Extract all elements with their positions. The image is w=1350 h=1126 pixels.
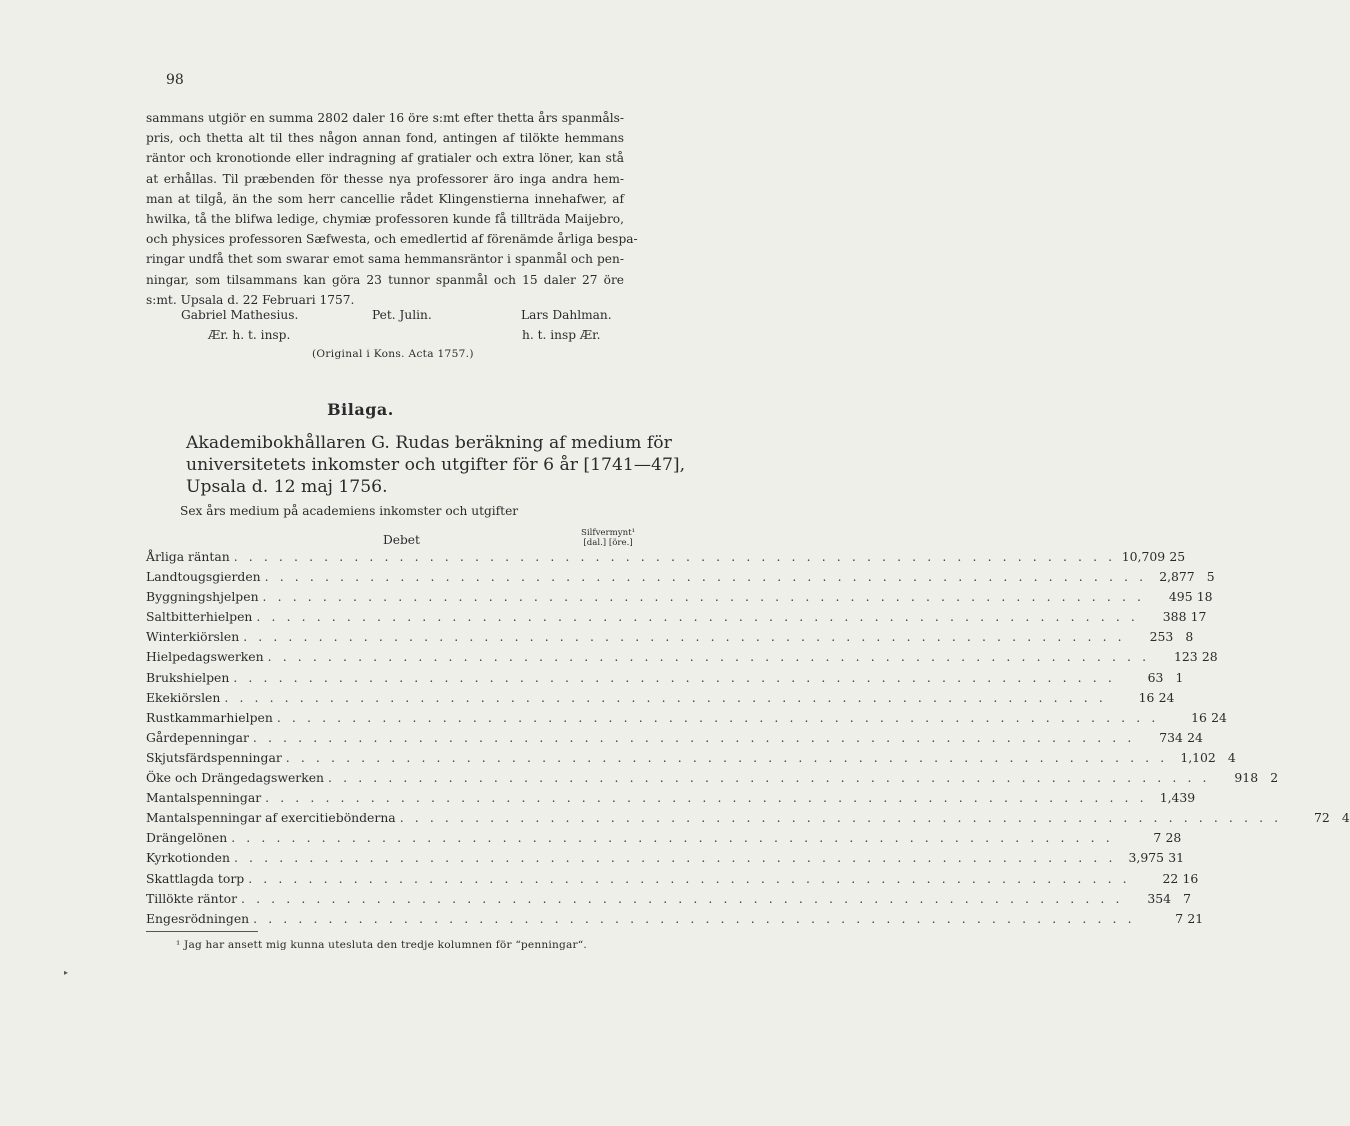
row-amount <box>1168 750 1236 765</box>
row-amount <box>1125 629 1193 644</box>
row-ore: 8 <box>1185 629 1194 645</box>
row-dot-leader: . . . . . . . . . . . . . . . . . . . . . . . . . . . . . . . . . . . . . . . . . . . . . . . . . . . . . . . . . . . <box>233 850 1117 866</box>
row-ore: 31 <box>1168 850 1185 866</box>
row-daler: 253 <box>1149 629 1174 645</box>
row-label: Skattlagda torp <box>146 870 245 886</box>
table-row <box>146 569 1215 589</box>
signature-julin-name: Pet. Julin. <box>372 308 432 322</box>
paragraph-line: och physices professoren Sæfwesta, och emedlertid af förenämde årliga bespa- <box>146 232 638 247</box>
row-daler: 2,877 <box>1159 569 1195 585</box>
table-row <box>146 830 1182 850</box>
table-row <box>146 709 1227 730</box>
row-daler: 354 <box>1147 890 1172 906</box>
row-amount <box>1145 589 1213 604</box>
row-amount <box>1116 549 1185 564</box>
paragraph-line: sammans utgiör en summa 2802 daler 16 öre s:mt efter thetta års spanmåls- <box>146 111 624 125</box>
row-dot-leader: . . . . . . . . . . . . . . . . . . . . . . . . . . . . . . . . . . . . . . . . . . . . . . . . . . . . . . . . . . . <box>265 790 1148 806</box>
body-paragraph <box>146 108 638 310</box>
row-dot-leader: . . . . . . . . . . . . . . . . . . . . . . . . . . . . . . . . . . . . . . . . . . . . . . . . . . . . . . . . . . . <box>256 609 1139 625</box>
row-ore: 2 <box>1270 770 1279 786</box>
row-dot-leader: . . . . . . . . . . . . . . . . . . . . . . . . . . . . . . . . . . . . . . . . . . . . . . . . . . . . . . . . . . . <box>231 830 1114 846</box>
currency-unit-line: Silfvermynt¹ <box>581 528 636 538</box>
row-amount <box>1159 710 1227 725</box>
row-ore: 16 <box>1182 870 1199 886</box>
table-row <box>146 629 1194 649</box>
row-label: Hielpedagswerken <box>146 649 264 665</box>
row-dot-leader: . . . . . . . . . . . . . . . . . . . . . . . . . . . . . . . . . . . . . . . . . . . . . . . . . . . . . . . . . . . <box>233 669 1116 685</box>
row-daler: 16 <box>1138 689 1155 705</box>
ledger-table <box>146 549 1350 931</box>
row-amount <box>1123 891 1191 906</box>
row-daler: 388 <box>1162 609 1187 625</box>
row-daler: 7 <box>1175 910 1184 926</box>
heading-line: Akademibokhållaren G. Rudas beräkning af medium för <box>186 433 672 453</box>
row-label: Kyrkotionden <box>146 850 230 866</box>
row-dot-leader: . . . . . . . . . . . . . . . . . . . . . . . . . . . . . . . . . . . . . . . . . . . . . . . . . . . . . . . . . . . <box>285 749 1168 765</box>
footnote-rule <box>146 931 258 932</box>
row-label: Öke och Drängedagswerken <box>146 770 325 786</box>
table-row <box>146 870 1199 891</box>
row-amount <box>1135 730 1203 745</box>
row-amount <box>1210 770 1278 785</box>
row-label: Ekekiörslen <box>146 689 221 705</box>
row-amount <box>1282 810 1350 825</box>
appendix-title: Bilaga. <box>327 400 394 419</box>
row-dot-leader: . . . . . . . . . . . . . . . . . . . . . . . . . . . . . . . . . . . . . . . . . . . . . . . . . . . . . . . . . . . <box>252 729 1135 745</box>
row-amount <box>1130 871 1198 886</box>
row-ore: 24 <box>1211 709 1227 725</box>
row-dot-leader: . . . . . . . . . . . . . . . . . . . . . . . . . . . . . . . . . . . . . . . . . . . . . . . . . . . . . . . . . . . <box>264 569 1147 585</box>
row-amount <box>1106 690 1174 705</box>
table-row <box>146 850 1185 870</box>
footnote: ¹ Jag har ansett mig kunna utesluta den tredje kolumnen för “penningar“. <box>176 939 587 951</box>
table-row <box>146 729 1203 750</box>
heading-line: universitetets inkomster och utgifter för 6 år [1741—47], <box>186 455 686 475</box>
row-label: Drängelönen <box>146 830 228 846</box>
row-ore: 18 <box>1196 589 1213 605</box>
table-row <box>146 890 1192 911</box>
row-ore: 5 <box>1206 569 1215 585</box>
signature-dahlman-title: h. t. insp Ær. <box>522 328 601 342</box>
table-row <box>146 810 1350 830</box>
paragraph-line: ringar undfå thet som swarar emot sama hemmansräntor i spanmål och pen- <box>146 252 624 267</box>
row-amount <box>1115 670 1183 685</box>
page-number: 98 <box>166 72 184 88</box>
row-amount <box>1116 850 1184 865</box>
row-amount <box>1135 911 1203 926</box>
row-label: Årliga räntan <box>146 549 230 564</box>
table-row <box>146 749 1236 770</box>
table-row <box>146 689 1175 710</box>
row-ore: 28 <box>1165 830 1182 846</box>
row-amount <box>1138 609 1206 624</box>
row-label: Winterkiörslen <box>146 629 240 645</box>
row-daler: 72 <box>1313 810 1330 826</box>
row-ore: 4 <box>1341 810 1350 826</box>
currency-unit-subline: [dal.] [öre.] <box>583 538 633 548</box>
source-note: (Original i Kons. Acta 1757.) <box>312 348 474 360</box>
row-dot-leader: . . . . . . . . . . . . . . . . . . . . . . . . . . . . . . . . . . . . . . . . . . . . . . . . . . . . . . . . . . . <box>243 629 1126 645</box>
row-dot-leader: . . . . . . . . . . . . . . . . . . . . . . . . . . . . . . . . . . . . . . . . . . . . . . . . . . . . . . . . . . . <box>248 870 1131 886</box>
paragraph-line: ningar, som tilsammans kan göra 23 tunnor spanmål och 15 daler 27 öre <box>146 272 624 287</box>
paragraph-line: s:mt. Upsala d. 22 Februari 1757. <box>146 292 355 307</box>
paragraph-line: pris, och thetta alt til thes någon annan fond, antingen af tilökte hemmans <box>146 131 624 146</box>
row-dot-leader: . . . . . . . . . . . . . . . . . . . . . . . . . . . . . . . . . . . . . . . . . . . . . . . . . . . . . . . . . . . <box>253 910 1136 926</box>
row-amount <box>1113 830 1181 845</box>
row-dot-leader: . . . . . . . . . . . . . . . . . . . . . . . . . . . . . . . . . . . . . . . . . . . . . . . . . . . . . . . . . . . <box>328 770 1211 786</box>
row-label: Brukshielpen <box>146 669 230 685</box>
row-daler: 123 <box>1174 649 1198 665</box>
row-label: Saltbitterhielpen <box>146 609 253 625</box>
table-row <box>146 549 1186 569</box>
table-row <box>146 609 1207 629</box>
row-label: Mantalspenningar <box>146 790 262 806</box>
row-ore: 7 <box>1183 890 1192 906</box>
table-row <box>146 790 1196 810</box>
row-daler: 734 <box>1159 729 1183 745</box>
row-label: Gårdepenningar <box>146 729 249 745</box>
row-label: Landtougsgierden <box>146 569 261 585</box>
row-dot-leader: . . . . . . . . . . . . . . . . . . . . . . . . . . . . . . . . . . . . . . . . . . . . . . . . . . . . . . . . . . . <box>267 649 1150 665</box>
row-label: Mantalspenningar af exercitiebönderna <box>146 810 396 826</box>
table-row <box>146 770 1279 790</box>
row-amount <box>1147 569 1215 584</box>
row-dot-leader: . . . . . . . . . . . . . . . . . . . . . . . . . . . . . . . . . . . . . . . . . . . . . . . . . . . . . . . . . . . <box>224 689 1107 705</box>
heading-line: Upsala d. 12 maj 1756. <box>186 477 388 497</box>
row-dot-leader: . . . . . . . . . . . . . . . . . . . . . . . . . . . . . . . . . . . . . . . . . . . . . . . . . . . . . . . . . . . <box>399 810 1282 826</box>
row-ore: 21 <box>1187 910 1204 926</box>
paragraph-line: at erhållas. Til præbenden för thesse nya professorer äro inga andra hem- <box>146 171 624 186</box>
row-ore: 25 <box>1169 549 1186 564</box>
row-daler: 7 <box>1153 830 1162 846</box>
row-ore: 4 <box>1227 749 1236 765</box>
table-row <box>146 649 1218 669</box>
row-label: Tillökte räntor <box>146 890 238 906</box>
row-daler: 22 <box>1162 870 1179 886</box>
row-ore: 24 <box>1158 689 1175 705</box>
row-ore: 24 <box>1187 729 1203 745</box>
row-daler: 1,102 <box>1180 749 1216 765</box>
row-amount <box>1147 790 1215 805</box>
row-dot-leader: . . . . . . . . . . . . . . . . . . . . . . . . . . . . . . . . . . . . . . . . . . . . . . . . . . . . . . . . . . . <box>262 589 1145 605</box>
row-label: Rustkammarhielpen <box>146 709 273 725</box>
table-subtitle: Sex års medium på academiens inkomster och utgifter <box>180 504 519 518</box>
table-row <box>146 669 1184 690</box>
row-label: Byggningshjelpen <box>146 589 259 605</box>
table-row <box>146 589 1213 609</box>
signature-mathesius-name: Gabriel Mathesius. <box>181 308 299 322</box>
paragraph-line: räntor och kronotionde eller indragning af gratialer och extra löner, kan stå <box>146 151 624 166</box>
row-dot-leader: . . . . . . . . . . . . . . . . . . . . . . . . . . . . . . . . . . . . . . . . . . . . . . . . . . . . . . . . . . . <box>233 549 1116 564</box>
table-row <box>146 910 1204 931</box>
row-ore: 17 <box>1190 609 1207 625</box>
row-daler: 3,975 <box>1128 850 1165 866</box>
row-daler: 63 <box>1147 669 1164 685</box>
row-daler: 10,709 <box>1121 549 1166 564</box>
currency-unit-header <box>581 528 635 548</box>
row-daler: 1,439 <box>1159 790 1196 806</box>
paragraph-line: hwilka, tå the blifwa ledige, chymiæ professoren kunde få tillträda Maijebro, <box>146 212 624 227</box>
signature-mathesius-title: Ær. h. t. insp. <box>208 328 291 342</box>
row-ore: 1 <box>1175 669 1184 685</box>
row-ore: 28 <box>1201 649 1218 665</box>
row-amount <box>1150 649 1218 664</box>
row-daler: 918 <box>1234 770 1259 786</box>
appendix-heading <box>186 432 686 498</box>
row-daler: 16 <box>1191 709 1207 725</box>
paragraph-line: man at tilgå, än the som herr cancellie rådet Klingenstierna innehafwer, af <box>146 191 624 206</box>
row-daler: 495 <box>1168 589 1193 605</box>
debet-column-header: Debet <box>383 533 420 547</box>
row-dot-leader: . . . . . . . . . . . . . . . . . . . . . . . . . . . . . . . . . . . . . . . . . . . . . . . . . . . . . . . . . . . <box>241 890 1124 906</box>
margin-mark: ▸ <box>64 968 69 977</box>
row-label: Skjutsfärdspenningar <box>146 749 282 765</box>
row-dot-leader: . . . . . . . . . . . . . . . . . . . . . . . . . . . . . . . . . . . . . . . . . . . . . . . . . . . . . . . . . . . <box>276 709 1159 725</box>
signature-dahlman-name: Lars Dahlman. <box>521 308 612 322</box>
row-label: Engesrödningen <box>146 910 250 926</box>
